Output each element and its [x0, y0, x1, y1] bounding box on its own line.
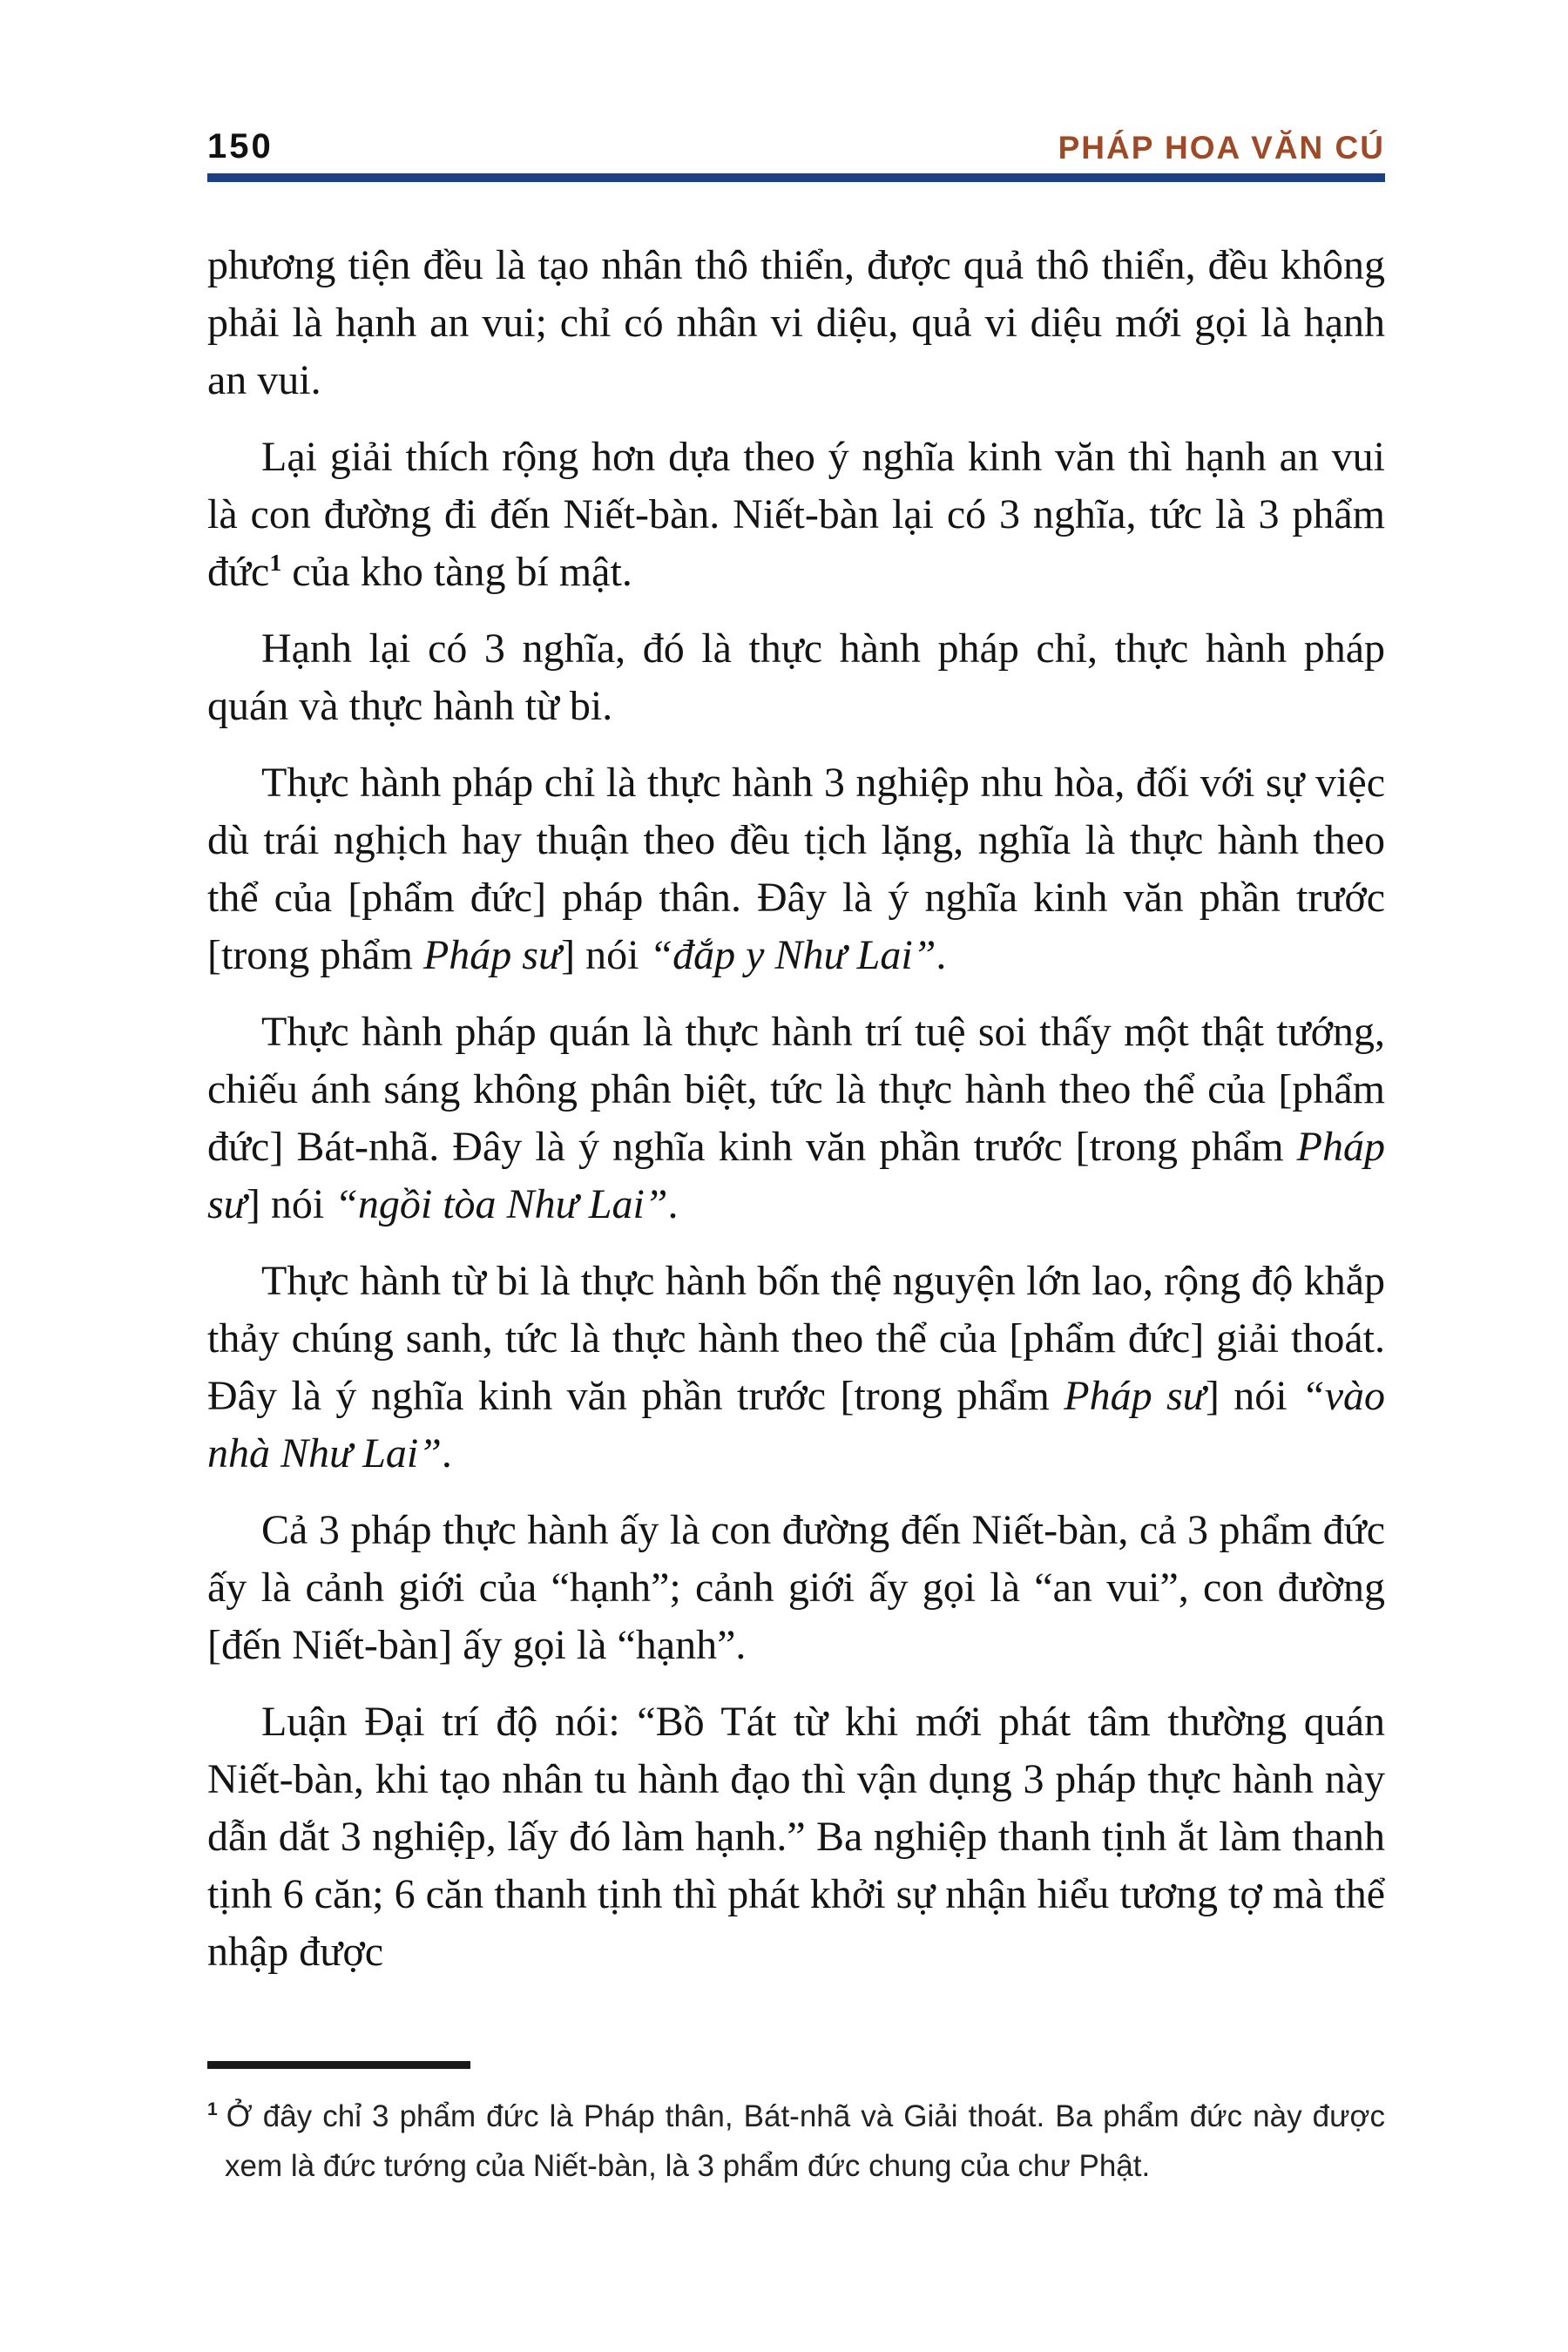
- footnote-reference: 1: [269, 550, 282, 577]
- footnote-rule: [207, 2061, 470, 2069]
- text-run: Hạnh lại có 3 nghĩa, đó là thực hành pháp chỉ, thực hành pháp quán và thực hành từ bi.: [207, 625, 1385, 729]
- header-rule: [207, 173, 1385, 182]
- text-run: Cả 3 pháp thực hành ấy là con đường đến Niết-bàn, cả 3 phẩm đức ấy là cảnh giới của “hạnh”; cảnh giới ấy gọi là “an vui”, con đường [đến Niết-bàn] ấy gọi là “hạnh”.: [207, 1507, 1385, 1668]
- italic-text-run: Pháp sư: [1064, 1373, 1206, 1419]
- running-title: PHÁP HOA VĂN CÚ: [1058, 130, 1385, 166]
- paragraph: [207, 754, 1385, 984]
- text-run: Lại giải thích rộng hơn dựa theo ý nghĩa kinh văn thì hạnh an vui là con đường đi đến Niết-bàn. Niết-bàn lại có 3 nghĩa, tức là 3 phẩm đức: [207, 434, 1385, 595]
- italic-text-run: Pháp sư: [422, 932, 562, 978]
- text-run: .: [667, 1181, 679, 1227]
- text-run: .: [936, 932, 947, 978]
- italic-text-run: “vào nhà Như Lai”: [207, 1373, 1385, 1477]
- text-run: Luận Đại trí độ nói: “Bồ Tát từ khi mới phát tâm thường quán Niết-bàn, khi tạo nhân tu hành đạo thì vận dụng 3 pháp thực hành này dẫn dắt 3 nghiệp, lấy đó làm hạnh.” Ba nghiệp thanh tịnh ắt làm thanh tịnh 6 căn; 6 căn thanh tịnh thì phát khởi sự nhận hiểu tương tợ mà thể nhập được: [207, 1699, 1385, 1975]
- footnote-body: Ở đây chỉ 3 phẩm đức là Pháp thân, Bát-nhã và Giải thoát. Ba phẩm đức này được xem là đức tướng của Niết-bàn, là 3 phẩm đức chung của chư Phật.: [225, 2099, 1385, 2183]
- footnote-marker: 1: [207, 2099, 218, 2120]
- text-run: .: [441, 1430, 452, 1477]
- paragraph: [207, 1004, 1385, 1233]
- paragraph: [207, 1693, 1385, 1981]
- text-run: ] nói: [246, 1181, 335, 1227]
- text-run: ] nói: [1205, 1373, 1301, 1419]
- paragraph: [207, 429, 1385, 601]
- text-run: Thực hành pháp chỉ là thực hành 3 nghiệp nhu hòa, đối với sự việc dù trái nghịch hay thuận theo đều tịch lặng, nghĩa là thực hành theo thể của [phẩm đức] pháp thân. Đây là ý nghĩa kinh văn phần trước [trong phẩm: [207, 760, 1385, 978]
- footnote-text: [207, 2092, 1385, 2191]
- text-run: của kho tàng bí mật.: [281, 549, 632, 595]
- text-run: Thực hành pháp quán là thực hành trí tuệ soi thấy một thật tướng, chiếu ánh sáng không phân biệt, tức là thực hành theo thể của [phẩm đức] Bát-nhã. Đây là ý nghĩa kinh văn phần trước [trong phẩm: [207, 1009, 1385, 1170]
- paragraph: [207, 620, 1385, 735]
- text-run: Thực hành từ bi là thực hành bốn thệ nguyện lớn lao, rộng độ khắp thảy chúng sanh, tức là thực hành theo thể của [phẩm đức] giải thoát. Đây là ý nghĩa kinh văn phần trước [trong phẩm: [207, 1258, 1385, 1419]
- text-run: phương tiện đều là tạo nhân thô thiển, được quả thô thiển, đều không phải là hạnh an vui; chỉ có nhân vi diệu, quả vi diệu mới gọi là hạnh an vui.: [207, 242, 1385, 403]
- text-run: ] nói: [561, 932, 650, 978]
- italic-text-run: Pháp sư: [207, 1124, 1385, 1227]
- paragraph: [207, 1253, 1385, 1483]
- page-header: [207, 127, 1385, 166]
- italic-text-run: “đắp y Như Lai”: [649, 932, 936, 978]
- footnote-section: [207, 2061, 1385, 2191]
- paragraph: [207, 1502, 1385, 1674]
- paragraph: [207, 237, 1385, 409]
- body-text: [207, 237, 1385, 1981]
- page-number: 150: [207, 127, 274, 166]
- italic-text-run: “ngồi tòa Như Lai”: [335, 1181, 668, 1227]
